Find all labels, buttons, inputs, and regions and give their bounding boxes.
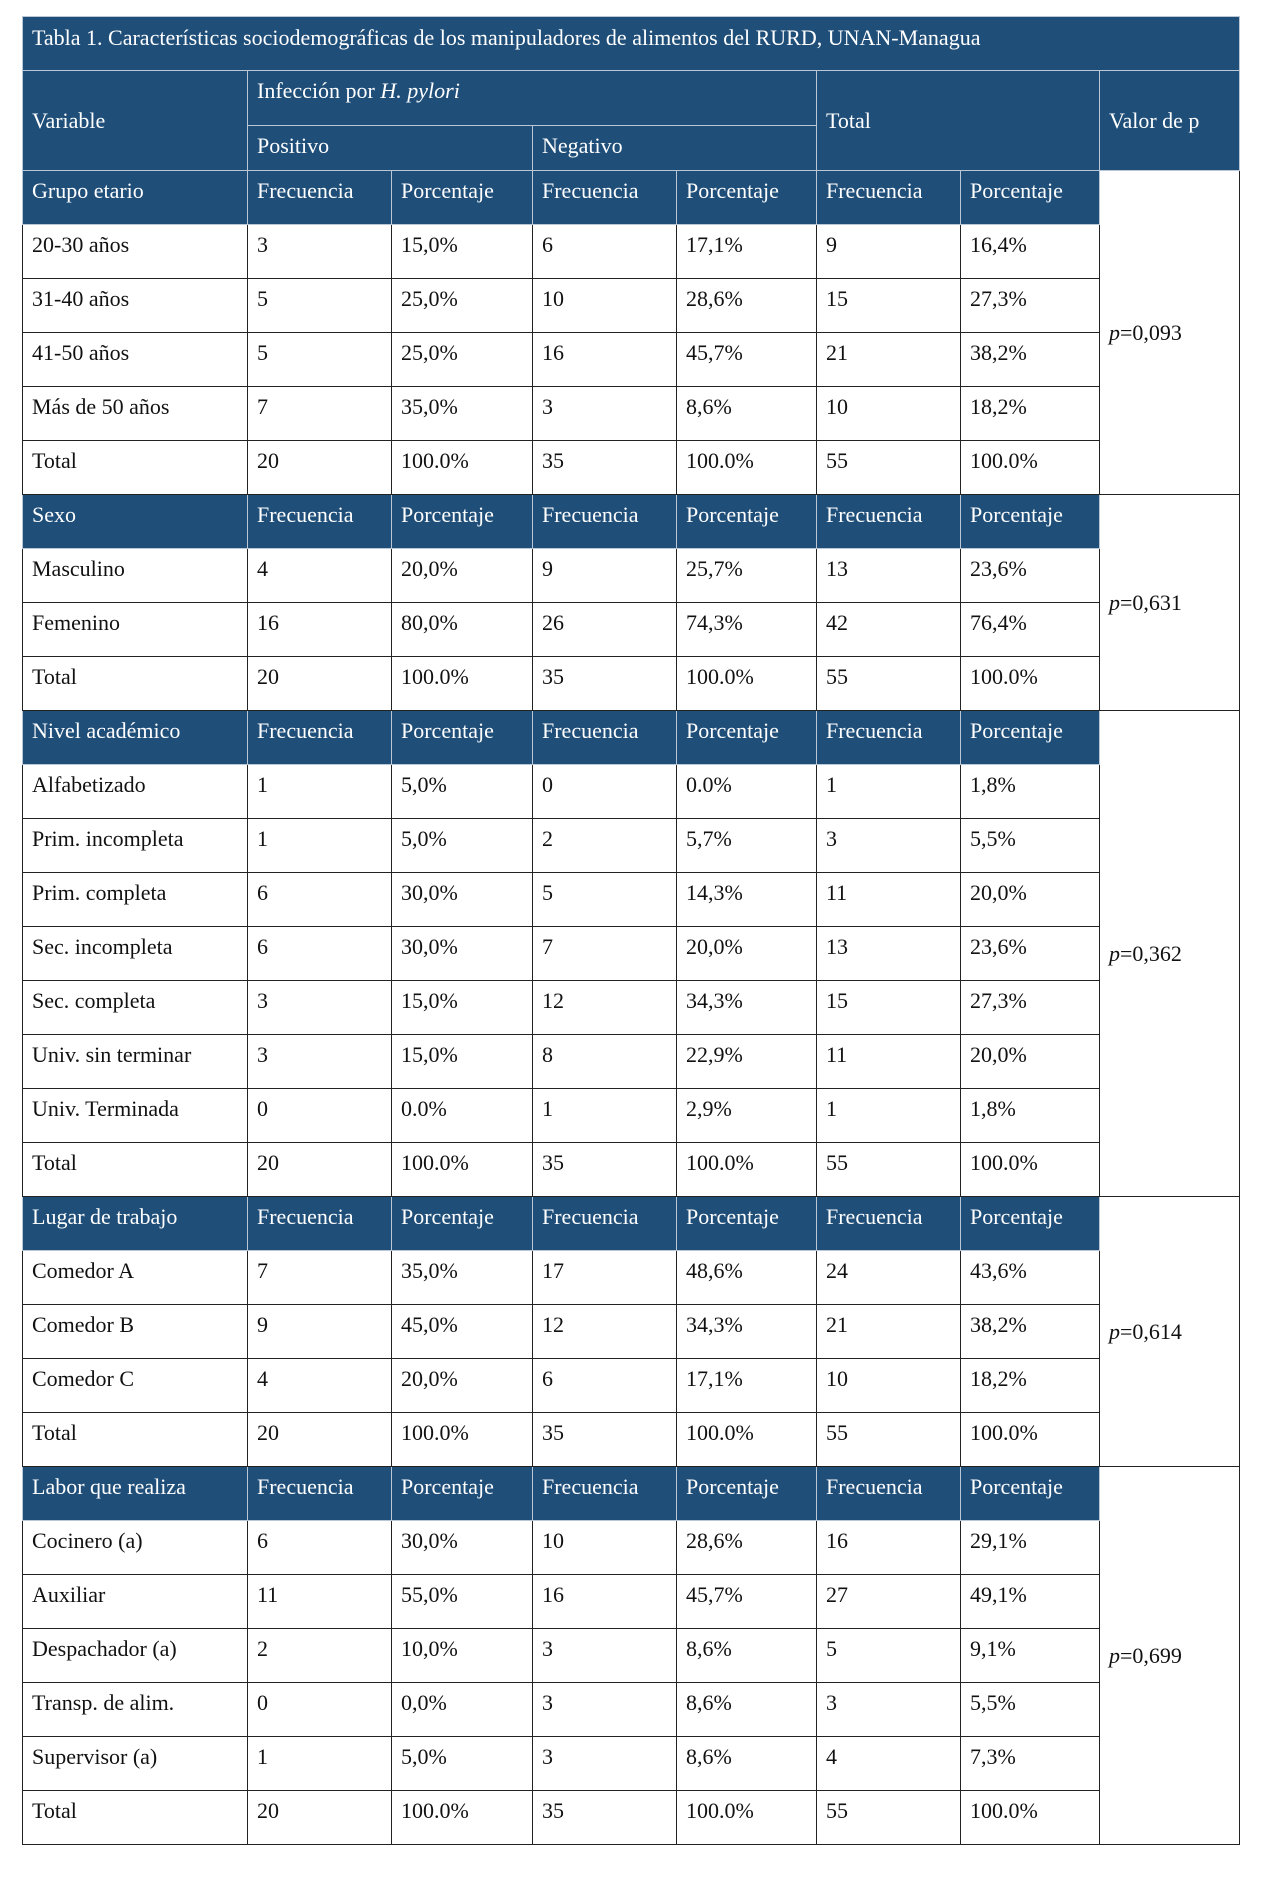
table-cell: 23,6% <box>961 927 1100 981</box>
table-cell: 7 <box>533 927 677 981</box>
row-label: Univ. sin terminar <box>23 1035 248 1089</box>
column-label-porcentaje: Porcentaje <box>392 1467 533 1521</box>
section-name: Sexo <box>23 495 248 549</box>
table-row <box>23 1737 1240 1791</box>
section-name: Nivel académico <box>23 711 248 765</box>
table-cell: 10 <box>817 387 961 441</box>
column-label-frecuencia: Frecuencia <box>248 495 392 549</box>
p-symbol: p <box>1109 1642 1120 1668</box>
table-cell: 8,6% <box>677 1683 817 1737</box>
table-cell: 27,3% <box>961 981 1100 1035</box>
table-row <box>23 1035 1240 1089</box>
column-label-frecuencia: Frecuencia <box>533 171 677 225</box>
row-label: Total <box>23 1413 248 1467</box>
table-cell: 5,5% <box>961 1683 1100 1737</box>
table-cell: 55 <box>817 1413 961 1467</box>
table-cell: 6 <box>533 225 677 279</box>
table-cell: 14,3% <box>677 873 817 927</box>
table-cell: 17,1% <box>677 225 817 279</box>
table-cell: 20,0% <box>961 873 1100 927</box>
table-cell: 3 <box>533 387 677 441</box>
column-label-porcentaje: Porcentaje <box>392 171 533 225</box>
section-header-row <box>23 1197 1240 1251</box>
p-value-cell <box>1100 1197 1240 1467</box>
table-cell: 12 <box>533 1305 677 1359</box>
row-label: Sec. completa <box>23 981 248 1035</box>
column-label-porcentaje: Porcentaje <box>392 711 533 765</box>
table-cell: 35,0% <box>392 387 533 441</box>
row-label: Prim. completa <box>23 873 248 927</box>
column-label-frecuencia: Frecuencia <box>817 171 961 225</box>
table-cell: 25,0% <box>392 333 533 387</box>
row-label: Total <box>23 1143 248 1197</box>
table-cell: 1 <box>817 765 961 819</box>
table-cell: 45,7% <box>677 1575 817 1629</box>
table-cell: 22,9% <box>677 1035 817 1089</box>
column-label-porcentaje: Porcentaje <box>961 711 1100 765</box>
table-cell: 1 <box>248 819 392 873</box>
table-cell: 20 <box>248 1143 392 1197</box>
table-cell: 55 <box>817 441 961 495</box>
table-cell: 27,3% <box>961 279 1100 333</box>
row-label: Total <box>23 441 248 495</box>
table-row <box>23 1413 1240 1467</box>
row-label: Despachador (a) <box>23 1629 248 1683</box>
row-label: Auxiliar <box>23 1575 248 1629</box>
table-cell: 5,5% <box>961 819 1100 873</box>
column-label-frecuencia: Frecuencia <box>817 1467 961 1521</box>
table-cell: 16,4% <box>961 225 1100 279</box>
header-infeccion-prefix: Infección por <box>257 78 381 103</box>
table-row <box>23 603 1240 657</box>
table-cell: 3 <box>248 225 392 279</box>
table-cell: 25,7% <box>677 549 817 603</box>
table-cell: 100.0% <box>392 441 533 495</box>
table-cell: 30,0% <box>392 873 533 927</box>
column-label-porcentaje: Porcentaje <box>677 1197 817 1251</box>
table-cell: 0 <box>248 1683 392 1737</box>
table-cell: 9,1% <box>961 1629 1100 1683</box>
p-value-cell <box>1100 1467 1240 1845</box>
header-valor-p: Valor de p <box>1100 71 1240 171</box>
table-cell: 5 <box>248 279 392 333</box>
table-cell: 100.0% <box>392 1791 533 1845</box>
table-cell: 35 <box>533 1143 677 1197</box>
row-label: Cocinero (a) <box>23 1521 248 1575</box>
row-label: Comedor A <box>23 1251 248 1305</box>
header-negativo: Negativo <box>533 126 817 171</box>
table-cell: 7 <box>248 387 392 441</box>
column-label-porcentaje: Porcentaje <box>961 495 1100 549</box>
p-value: =0,614 <box>1120 1318 1182 1344</box>
table-cell: 1 <box>533 1089 677 1143</box>
table-cell: 74,3% <box>677 603 817 657</box>
table-cell: 55,0% <box>392 1575 533 1629</box>
table-cell: 8 <box>533 1035 677 1089</box>
table-cell: 55 <box>817 1791 961 1845</box>
column-label-porcentaje: Porcentaje <box>677 171 817 225</box>
table-cell: 100.0% <box>677 1413 817 1467</box>
table-cell: 34,3% <box>677 1305 817 1359</box>
table-cell: 45,0% <box>392 1305 533 1359</box>
column-label-porcentaje: Porcentaje <box>392 495 533 549</box>
table-row <box>23 1089 1240 1143</box>
row-label: Alfabetizado <box>23 765 248 819</box>
table-cell: 100.0% <box>961 441 1100 495</box>
table-cell: 23,6% <box>961 549 1100 603</box>
column-label-porcentaje: Porcentaje <box>677 1467 817 1521</box>
row-label: Femenino <box>23 603 248 657</box>
table-cell: 3 <box>248 1035 392 1089</box>
section-header-row <box>23 495 1240 549</box>
table-cell: 6 <box>248 927 392 981</box>
table-cell: 2 <box>248 1629 392 1683</box>
column-label-frecuencia: Frecuencia <box>533 495 677 549</box>
table-row <box>23 1143 1240 1197</box>
table-row <box>23 765 1240 819</box>
table-cell: 10,0% <box>392 1629 533 1683</box>
table-cell: 7,3% <box>961 1737 1100 1791</box>
table-cell: 100.0% <box>392 657 533 711</box>
table-cell: 100.0% <box>961 1413 1100 1467</box>
p-value: =0,093 <box>1120 319 1182 345</box>
table-cell: 100.0% <box>677 441 817 495</box>
table-cell: 1 <box>248 765 392 819</box>
table-cell: 11 <box>248 1575 392 1629</box>
column-label-porcentaje: Porcentaje <box>961 1197 1100 1251</box>
table-row <box>23 1251 1240 1305</box>
table-cell: 0.0% <box>677 765 817 819</box>
table-cell: 16 <box>817 1521 961 1575</box>
table-cell: 34,3% <box>677 981 817 1035</box>
p-symbol: p <box>1109 940 1120 966</box>
table-cell: 0 <box>248 1089 392 1143</box>
table-cell: 16 <box>533 1575 677 1629</box>
row-label: Univ. Terminada <box>23 1089 248 1143</box>
table-cell: 4 <box>248 1359 392 1413</box>
table-cell: 17 <box>533 1251 677 1305</box>
row-label: Masculino <box>23 549 248 603</box>
p-symbol: p <box>1109 1318 1120 1344</box>
p-symbol: p <box>1109 589 1120 615</box>
table-cell: 35 <box>533 1413 677 1467</box>
table-row <box>23 1305 1240 1359</box>
row-label: Prim. incompleta <box>23 819 248 873</box>
column-label-frecuencia: Frecuencia <box>248 171 392 225</box>
row-label: Transp. de alim. <box>23 1683 248 1737</box>
table-row <box>23 1575 1240 1629</box>
row-label: Comedor C <box>23 1359 248 1413</box>
table-cell: 5,7% <box>677 819 817 873</box>
column-label-porcentaje: Porcentaje <box>677 711 817 765</box>
table-cell: 20,0% <box>392 1359 533 1413</box>
table-cell: 4 <box>248 549 392 603</box>
table-cell: 6 <box>533 1359 677 1413</box>
column-label-frecuencia: Frecuencia <box>248 1467 392 1521</box>
table-cell: 11 <box>817 1035 961 1089</box>
row-label: Supervisor (a) <box>23 1737 248 1791</box>
table-cell: 0.0% <box>392 1089 533 1143</box>
table-cell: 45,7% <box>677 333 817 387</box>
column-label-frecuencia: Frecuencia <box>533 1467 677 1521</box>
table-row <box>23 1521 1240 1575</box>
table-cell: 20 <box>248 1413 392 1467</box>
column-label-frecuencia: Frecuencia <box>817 711 961 765</box>
table-cell: 35 <box>533 441 677 495</box>
table-cell: 5,0% <box>392 765 533 819</box>
table-row <box>23 225 1240 279</box>
table-cell: 30,0% <box>392 927 533 981</box>
section-name: Grupo etario <box>23 171 248 225</box>
table-row <box>23 279 1240 333</box>
table-cell: 21 <box>817 1305 961 1359</box>
table-cell: 5 <box>533 873 677 927</box>
table-cell: 35,0% <box>392 1251 533 1305</box>
table-cell: 43,6% <box>961 1251 1100 1305</box>
section-name: Labor que realiza <box>23 1467 248 1521</box>
table-cell: 5,0% <box>392 1737 533 1791</box>
p-value: =0,699 <box>1120 1642 1182 1668</box>
table-cell: 10 <box>533 279 677 333</box>
column-label-frecuencia: Frecuencia <box>248 711 392 765</box>
table-cell: 7 <box>248 1251 392 1305</box>
table-cell: 76,4% <box>961 603 1100 657</box>
column-label-porcentaje: Porcentaje <box>677 495 817 549</box>
table-cell: 28,6% <box>677 1521 817 1575</box>
table-cell: 3 <box>533 1737 677 1791</box>
table-cell: 100.0% <box>961 1143 1100 1197</box>
row-label: 41-50 años <box>23 333 248 387</box>
row-label: 20-30 años <box>23 225 248 279</box>
row-label: 31-40 años <box>23 279 248 333</box>
table-row <box>23 1791 1240 1845</box>
header-positivo: Positivo <box>248 126 533 171</box>
table-cell: 29,1% <box>961 1521 1100 1575</box>
table-cell: 8,6% <box>677 1737 817 1791</box>
table-cell: 17,1% <box>677 1359 817 1413</box>
table-cell: 100.0% <box>961 657 1100 711</box>
table-cell: 9 <box>248 1305 392 1359</box>
table-cell: 20,0% <box>961 1035 1100 1089</box>
table-cell: 26 <box>533 603 677 657</box>
section-header-row <box>23 171 1240 225</box>
table-cell: 100.0% <box>961 1791 1100 1845</box>
row-label: Sec. incompleta <box>23 927 248 981</box>
table-row <box>23 873 1240 927</box>
table-cell: 24 <box>817 1251 961 1305</box>
table-cell: 38,2% <box>961 1305 1100 1359</box>
table-cell: 8,6% <box>677 387 817 441</box>
column-label-porcentaje: Porcentaje <box>961 171 1100 225</box>
table-cell: 8,6% <box>677 1629 817 1683</box>
p-symbol: p <box>1109 319 1120 345</box>
table-body <box>23 17 1240 1845</box>
table-cell: 15,0% <box>392 1035 533 1089</box>
table-cell: 20 <box>248 441 392 495</box>
table-cell: 15 <box>817 981 961 1035</box>
table-row <box>23 1683 1240 1737</box>
table-cell: 21 <box>817 333 961 387</box>
section-name: Lugar de trabajo <box>23 1197 248 1251</box>
table-cell: 9 <box>817 225 961 279</box>
table-cell: 3 <box>533 1683 677 1737</box>
table-cell: 20,0% <box>392 549 533 603</box>
table-cell: 10 <box>817 1359 961 1413</box>
table-cell: 15,0% <box>392 225 533 279</box>
column-label-frecuencia: Frecuencia <box>817 495 961 549</box>
table-cell: 5 <box>817 1629 961 1683</box>
table-cell: 100.0% <box>677 1791 817 1845</box>
table-container <box>22 16 1239 1845</box>
table-cell: 12 <box>533 981 677 1035</box>
header-infeccion <box>248 71 817 126</box>
table-cell: 1,8% <box>961 765 1100 819</box>
p-value: =0,362 <box>1120 940 1182 966</box>
p-value-cell <box>1100 495 1240 711</box>
table-cell: 1,8% <box>961 1089 1100 1143</box>
table-cell: 38,2% <box>961 333 1100 387</box>
table-cell: 20 <box>248 1791 392 1845</box>
column-label-porcentaje: Porcentaje <box>392 1197 533 1251</box>
table-cell: 3 <box>817 1683 961 1737</box>
table-title: Tabla 1. Características sociodemográficas de los manipuladores de alimentos del RURD, UNAN-Managua <box>23 17 1240 71</box>
table-cell: 28,6% <box>677 279 817 333</box>
table-cell: 100.0% <box>677 657 817 711</box>
table-cell: 10 <box>533 1521 677 1575</box>
table-cell: 2,9% <box>677 1089 817 1143</box>
p-value-cell <box>1100 711 1240 1197</box>
table-cell: 3 <box>817 819 961 873</box>
table-row <box>23 981 1240 1035</box>
row-label: Total <box>23 657 248 711</box>
row-label: Más de 50 años <box>23 387 248 441</box>
table-cell: 11 <box>817 873 961 927</box>
table-cell: 13 <box>817 927 961 981</box>
table-cell: 27 <box>817 1575 961 1629</box>
table-cell: 0,0% <box>392 1683 533 1737</box>
table-cell: 15 <box>817 279 961 333</box>
table-cell: 3 <box>248 981 392 1035</box>
table-cell: 100.0% <box>677 1143 817 1197</box>
table-row <box>23 657 1240 711</box>
column-label-frecuencia: Frecuencia <box>817 1197 961 1251</box>
table-row <box>23 927 1240 981</box>
table-cell: 5 <box>248 333 392 387</box>
table-cell: 100.0% <box>392 1413 533 1467</box>
table-row <box>23 549 1240 603</box>
table-row <box>23 819 1240 873</box>
table-cell: 16 <box>533 333 677 387</box>
header-variable: Variable <box>23 71 248 171</box>
table-cell: 16 <box>248 603 392 657</box>
column-label-frecuencia: Frecuencia <box>248 1197 392 1251</box>
table-cell: 80,0% <box>392 603 533 657</box>
table-row <box>23 1359 1240 1413</box>
table-cell: 6 <box>248 873 392 927</box>
table-row <box>23 333 1240 387</box>
table-cell: 42 <box>817 603 961 657</box>
row-label: Comedor B <box>23 1305 248 1359</box>
table-cell: 0 <box>533 765 677 819</box>
table-cell: 13 <box>817 549 961 603</box>
p-value-cell <box>1100 171 1240 495</box>
table-cell: 20 <box>248 657 392 711</box>
table-cell: 35 <box>533 657 677 711</box>
table-cell: 2 <box>533 819 677 873</box>
table-cell: 3 <box>533 1629 677 1683</box>
table-cell: 35 <box>533 1791 677 1845</box>
table-cell: 49,1% <box>961 1575 1100 1629</box>
data-table <box>22 16 1240 1845</box>
table-cell: 55 <box>817 1143 961 1197</box>
table-cell: 1 <box>248 1737 392 1791</box>
table-row <box>23 1629 1240 1683</box>
header-infeccion-italic: H. pylori <box>380 78 460 103</box>
p-value: =0,631 <box>1120 589 1182 615</box>
table-cell: 20,0% <box>677 927 817 981</box>
table-cell: 30,0% <box>392 1521 533 1575</box>
table-cell: 55 <box>817 657 961 711</box>
header-total: Total <box>817 71 1100 171</box>
table-cell: 6 <box>248 1521 392 1575</box>
table-cell: 4 <box>817 1737 961 1791</box>
table-cell: 9 <box>533 549 677 603</box>
table-cell: 1 <box>817 1089 961 1143</box>
table-cell: 48,6% <box>677 1251 817 1305</box>
table-row <box>23 387 1240 441</box>
column-label-frecuencia: Frecuencia <box>533 1197 677 1251</box>
table-cell: 18,2% <box>961 387 1100 441</box>
row-label: Total <box>23 1791 248 1845</box>
section-header-row <box>23 1467 1240 1521</box>
table-cell: 18,2% <box>961 1359 1100 1413</box>
column-label-porcentaje: Porcentaje <box>961 1467 1100 1521</box>
table-row <box>23 441 1240 495</box>
table-cell: 100.0% <box>392 1143 533 1197</box>
section-header-row <box>23 711 1240 765</box>
table-cell: 5,0% <box>392 819 533 873</box>
table-cell: 25,0% <box>392 279 533 333</box>
column-label-frecuencia: Frecuencia <box>533 711 677 765</box>
table-cell: 15,0% <box>392 981 533 1035</box>
